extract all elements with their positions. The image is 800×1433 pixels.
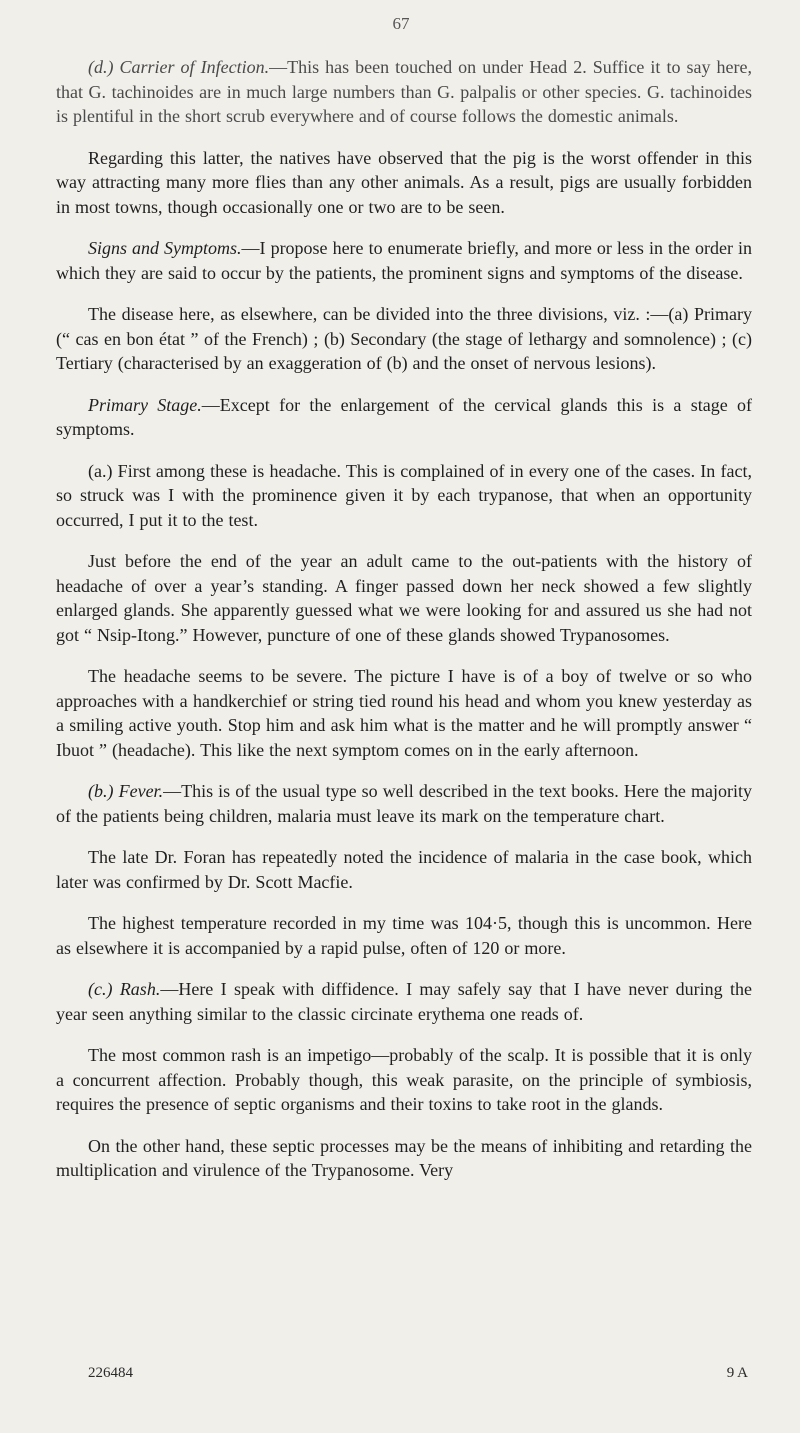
page-number: 67 [392, 14, 410, 33]
footer-print-number: 226484 [88, 1365, 133, 1381]
paragraph-rash [56, 977, 752, 1026]
paragraph-text: The late Dr. Foran has repeatedly noted the incidence of malaria in the case book, which later was confirmed by Dr. Scott Macfie. [56, 847, 752, 892]
paragraph-text: The highest temperature recorded in my time was 104·5, though this is uncommon. Here as elsewhere it is accompanied by a rapid pulse, often of 120 or more. [56, 913, 752, 958]
paragraph-text: The most common rash is an impetigo—probably of the scalp. It is possible that it is only a concurrent affection. Probably though, this weak parasite, on the principle of symbiosis, requires the presence of septic organisms and their toxins to take root in the glands. [56, 1045, 752, 1114]
paragraph-text: The disease here, as elsewhere, can be divided into the three divisions, viz. :—(a) Primary (“ cas en bon état ” of the French) ; (b) Secondary (the stage of lethargy and somnolence) ; (c) Tertiary (characterised by an exaggeration of (b) and the onset of nervous lesions). [56, 304, 752, 373]
paragraph-text: —Here I speak with diffidence. I may safely say that I have never during the year seen anything similar to the classic circinate erythema one reads of. [56, 979, 753, 1024]
paragraph-headache [56, 459, 752, 533]
paragraph-text: —Except for the enlargement of the cervical glands this is a stage of symptoms. [56, 394, 752, 439]
paragraph-primary-stage [56, 393, 752, 442]
paragraph-text: Just before the end of the year an adult came to the out-patients with the history of headache of over a year’s standing. A finger passed down her neck showed a few slightly enlarged glands. She apparently guessed what we were looking for and assured us she had not got “ Nsip-Itong.” However, puncture of one of these glands showed Trypanosomes. [56, 551, 752, 645]
paragraph-lead: Primary Stage. [88, 394, 202, 415]
paragraph-headache-severe [56, 664, 752, 762]
paragraph-carrier-of-infection [56, 55, 752, 129]
body-text [56, 55, 752, 1200]
paragraph-lead: (b.) Fever. [88, 781, 164, 801]
paragraph-text: —I propose here to enumerate briefly, and more or less in the order in which they are said to occur by the patients, the prominent signs and symptoms of the disease. [56, 238, 752, 283]
paragraph-three-divisions [56, 302, 752, 376]
paragraph-lead: (c.) Rash. [88, 979, 161, 999]
paragraph-lead: Signs and Symptoms. [88, 238, 242, 258]
paragraph-text: On the other hand, these septic processes may be the means of inhibiting and retarding the multiplication and virulence of the Trypanosome. Very [56, 1135, 752, 1180]
footer-signature-mark: 9 A [726, 1365, 748, 1381]
paragraph-fever [56, 779, 752, 828]
paragraph-text: —This is of the usual type so well described in the text books. Here the majority of the patients being children, malaria must leave its mark on the temperature chart. [56, 781, 752, 826]
paragraph-pig [56, 146, 752, 220]
paragraph-adult-case [56, 549, 752, 647]
paragraph-text: —This has been touched on under Head 2. Suffice it to say here, that G. tachinoides are in much large numbers than G. palpalis or other species. G. tachinoides is plentiful in the short scrub everywhere and of course follows the domestic animals. [56, 57, 752, 126]
paragraph-text: Regarding this latter, the natives have observed that the pig is the worst offender in this way attracting many more flies than any other animals. As a result, pigs are usually forbidden in most towns, though occasionally one or two are to be seen. [56, 147, 752, 217]
paragraph-impetigo [56, 1043, 752, 1117]
paragraph-dr-foran [56, 845, 752, 894]
paragraph-lead: (d.) Carrier of Infection. [88, 57, 270, 77]
paragraph-text: (a.) First among these is headache. This is complained of in every one of the cases. In fact, so struck was I with the prominence given it by each trypanose, that when an opportunity occurred, I put it to the test. [56, 460, 752, 530]
paragraph-signs-and-symptoms [56, 236, 752, 285]
paragraph-septic-processes [56, 1134, 752, 1183]
paragraph-temperature [56, 911, 752, 960]
paragraph-text: The headache seems to be severe. The picture I have is of a boy of twelve or so who approaches with a handkerchief or string tied round his head and whom you knew yesterday as a smiling active youth. Stop him and ask him what is the matter and he will promptly answer “ Ibuot ” (headache). This like the next symptom comes on in the early afternoon. [56, 666, 752, 760]
